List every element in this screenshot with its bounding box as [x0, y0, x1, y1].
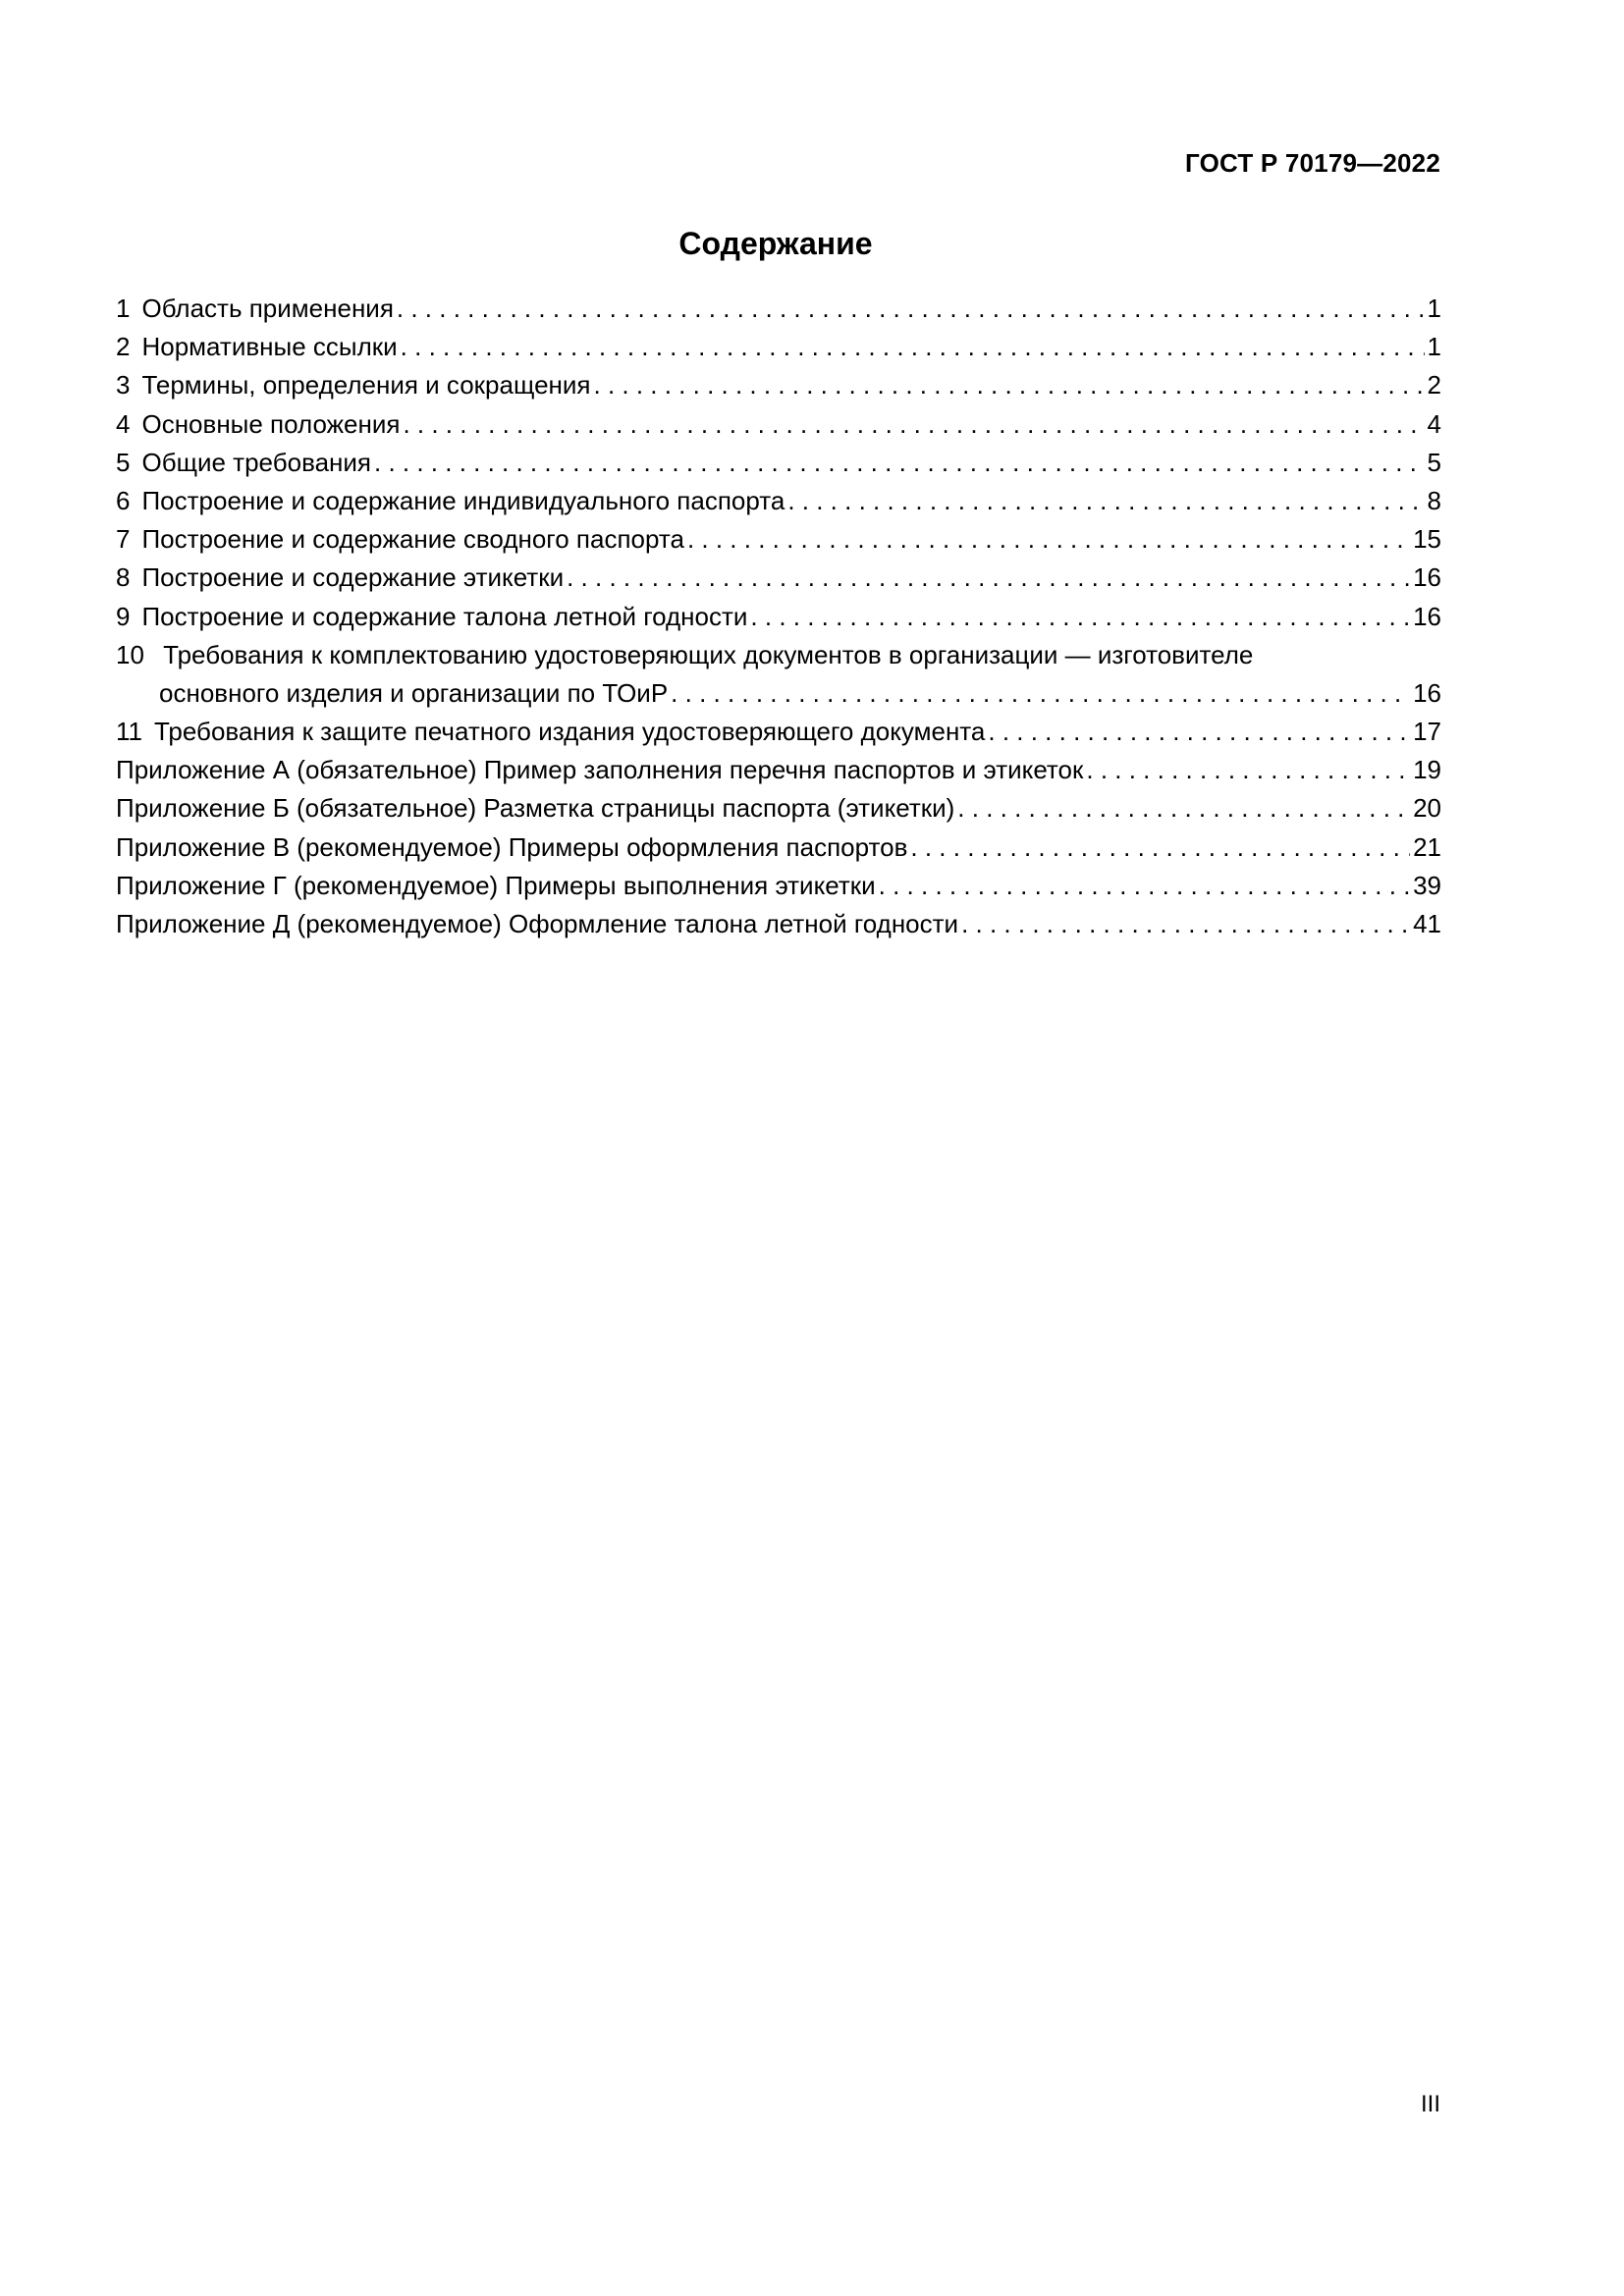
toc-leader-dots [671, 674, 1410, 713]
toc-entry-title-continued: основного изделия и организации по ТОиР [159, 677, 669, 708]
toc-entry-title: Построение и содержание талона летной годности [141, 601, 748, 631]
toc-entry-page: 1 [1427, 294, 1441, 323]
toc-leader-dots [397, 290, 1425, 328]
toc-leader-dots [961, 905, 1410, 943]
toc-entry-number: 11 [116, 717, 142, 747]
toc-entry-page: 17 [1413, 717, 1441, 747]
toc-entry-number: 9 [116, 601, 131, 631]
toc-leader-dots [594, 366, 1425, 404]
toc-entry-page: 5 [1427, 447, 1441, 477]
toc-leader-dots [787, 482, 1424, 520]
toc-entry-number: 7 [116, 524, 131, 555]
toc-entry-title: Требования к защите печатного издания удостоверяющего документа [154, 717, 986, 747]
toc-entry-title: Общие требования [141, 447, 372, 477]
toc-leader-dots [401, 328, 1425, 366]
toc-entry[interactable] [116, 520, 1441, 559]
toc-entry-title: Построение и содержание сводного паспорта [141, 524, 684, 555]
toc-entry[interactable] [116, 405, 1441, 444]
toc-leader-dots [403, 405, 1424, 444]
toc-entry-page: 4 [1427, 408, 1441, 439]
toc-entry-line-1 [116, 636, 1441, 674]
toc-entry[interactable] [116, 636, 1441, 713]
toc-leader-dots [687, 520, 1410, 559]
toc-entry-page: 16 [1413, 677, 1441, 708]
toc-entry-page: 41 [1413, 909, 1441, 939]
toc-entry-page: 39 [1413, 870, 1441, 900]
toc-leader-dots [1086, 751, 1410, 789]
toc-entry-page: 15 [1413, 524, 1441, 555]
toc-entry-page: 2 [1427, 370, 1441, 400]
page-number: III [1420, 2091, 1440, 2117]
toc-entry[interactable] [116, 713, 1441, 751]
toc-entry-title: Построение и содержание индивидуального паспорта [141, 485, 785, 515]
toc-entry-title: Приложение Г (рекомендуемое) Примеры выполнения этикетки [116, 870, 876, 900]
toc-appendix-entry[interactable] [116, 751, 1441, 789]
toc-entry[interactable] [116, 366, 1441, 404]
toc-leader-dots [910, 828, 1410, 867]
toc-entry-title: Основные положения [141, 408, 401, 439]
toc-entry-page: 8 [1427, 485, 1441, 515]
toc-entry-title: Область применения [141, 294, 394, 323]
toc-entry-title: Термины, определения и сокращения [141, 370, 591, 400]
toc-entry-number: 10 [116, 639, 144, 669]
toc-entry-page: 16 [1413, 601, 1441, 631]
toc-entry-number: 5 [116, 447, 131, 477]
toc-entry-title: Построение и содержание этикетки [141, 562, 565, 593]
toc-entry-title: Нормативные ссылки [141, 332, 398, 362]
toc-entry-title: Приложение А (обязательное) Пример заполнения перечня паспортов и этикеток [116, 755, 1084, 785]
toc-entry[interactable] [116, 290, 1441, 328]
toc-appendix-entry[interactable] [116, 905, 1441, 943]
toc-appendix-entry[interactable] [116, 828, 1441, 867]
toc-leader-dots [988, 713, 1410, 751]
toc-appendix-entry[interactable] [116, 789, 1441, 828]
toc-entry-line-2 [116, 674, 1441, 713]
toc-entry-title: Приложение Б (обязательное) Разметка страницы паспорта (этикетки) [116, 793, 955, 824]
toc-leader-dots [750, 598, 1410, 636]
toc-entry-number: 8 [116, 562, 131, 593]
toc-title: Содержание [678, 226, 873, 261]
toc-leader-dots [957, 789, 1410, 828]
toc-leader-dots [374, 444, 1425, 482]
toc-entry-title: Требования к комплектованию удостоверяющих документов в организации — изготовителе [163, 639, 1254, 669]
toc-entry[interactable] [116, 482, 1441, 520]
toc-entry-title: Приложение В (рекомендуемое) Примеры оформления паспортов [116, 831, 908, 862]
toc-leader-dots [567, 559, 1410, 597]
toc-entry-number: 2 [116, 332, 131, 362]
toc-entry-page: 21 [1413, 831, 1441, 862]
toc-entry-number: 1 [116, 294, 131, 323]
toc-entry-number: 4 [116, 408, 131, 439]
table-of-contents [116, 290, 1441, 943]
toc-entry[interactable] [116, 444, 1441, 482]
toc-entry-number: 3 [116, 370, 131, 400]
toc-entry-number: 6 [116, 485, 131, 515]
toc-entry-page: 16 [1413, 562, 1441, 593]
toc-entry-page: 1 [1427, 332, 1441, 362]
toc-leader-dots [879, 867, 1410, 905]
document-code: ГОСТ Р 70179—2022 [1185, 148, 1440, 178]
toc-entry-title: Приложение Д (рекомендуемое) Оформление талона летной годности [116, 909, 959, 939]
toc-entry[interactable] [116, 328, 1441, 366]
toc-entry-page: 20 [1413, 793, 1441, 824]
toc-entry-page: 19 [1413, 755, 1441, 785]
toc-entry[interactable] [116, 598, 1441, 636]
toc-appendix-entry[interactable] [116, 867, 1441, 905]
toc-entry[interactable] [116, 559, 1441, 597]
